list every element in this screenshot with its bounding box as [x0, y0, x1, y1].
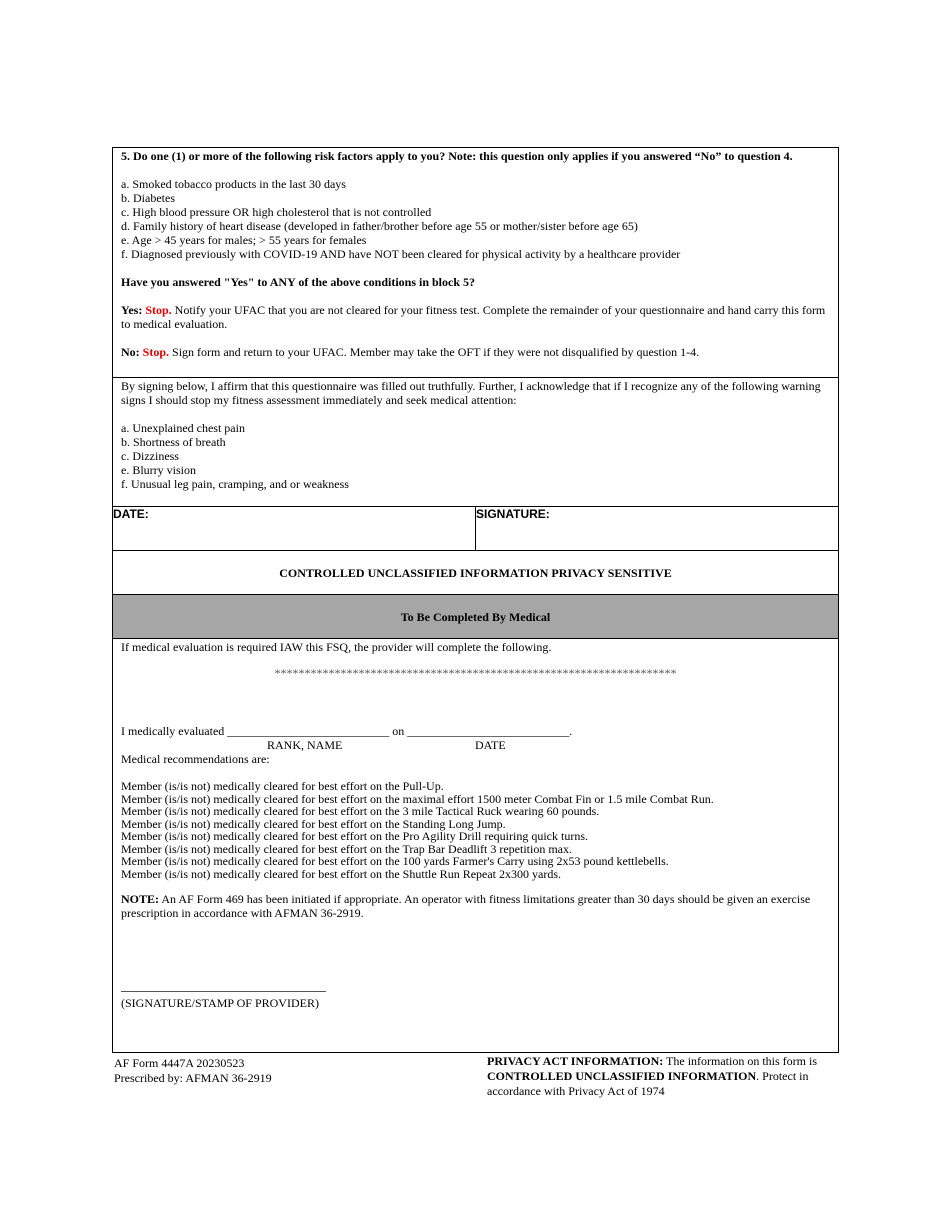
list-item: e. Blurry vision	[121, 463, 196, 477]
no-text: Sign form and return to your UFAC. Member may take the OFT if they were not disqualified by question 1-4.	[172, 345, 700, 359]
eval-date-label: DATE	[475, 738, 506, 752]
question-5-section	[113, 148, 838, 378]
privacy-act-notice	[487, 1054, 842, 1099]
note-text: An AF Form 469 has been initiated if appropriate. An operator with fitness limitations greater than 30 days should be given an exercise prescription in accordance with AFMAN 36-2919.	[121, 892, 811, 920]
recommendations-label: Medical recommendations are:	[121, 752, 270, 766]
provider-signature-line[interactable]	[121, 991, 326, 992]
list-item: Member (is/is not) medically cleared for best effort on the 3 mile Tactical Ruck wearing 60 pounds.	[121, 804, 600, 818]
list-item: b. Diabetes	[121, 191, 175, 205]
risk-factor-list	[121, 177, 830, 261]
signature-row	[113, 507, 838, 551]
question-5-title: 5. Do one (1) or more of the following risk factors apply to you? Note: this question only applies if you answered “No” to question 4.	[121, 149, 793, 163]
list-item: Member (is/is not) medically cleared for best effort on the 100 yards Farmer's Carry using 2x53 pound kettlebells.	[121, 854, 669, 868]
rank-name-label: RANK, NAME	[267, 738, 343, 752]
list-item: Member (is/is not) medically cleared for best effort on the Pull-Up.	[121, 779, 444, 793]
date-field[interactable]	[113, 507, 476, 550]
provider-signature-label: (SIGNATURE/STAMP OF PROVIDER)	[121, 996, 319, 1010]
yes-label: Yes:	[121, 303, 143, 317]
affirmation-text: By signing below, I affirm that this questionnaire was filled out truthfully. Further, I acknowledge that if I recognize any of the following warning signs I should stop my fitness assessment immediately and seek medical attention:	[121, 379, 821, 407]
no-label: No:	[121, 345, 140, 359]
list-item: Member (is/is not) medically cleared for best effort on the Shuttle Run Repeat 2x300 yards.	[121, 866, 561, 881]
medical-section	[113, 639, 838, 1052]
list-item: f. Diagnosed previously with COVID-19 AND have NOT been cleared for physical activity by a healthcare provider	[121, 247, 681, 261]
evaluation-line[interactable]: I medically evaluated ___________________________ on ___________________________.	[121, 724, 573, 738]
list-item: a. Unexplained chest pain	[121, 421, 245, 435]
date-label: DATE:	[113, 507, 149, 521]
medical-header: To Be Completed By Medical	[113, 595, 838, 639]
list-item: a. Smoked tobacco products in the last 30 days	[121, 177, 346, 191]
separator-stars: *******************************************************************	[274, 666, 677, 680]
medical-intro: If medical evaluation is required IAW this FSQ, the provider will complete the following.	[121, 640, 552, 654]
list-item: Member (is/is not) medically cleared for best effort on the Standing Long Jump.	[121, 816, 506, 831]
yes-stop: Stop.	[145, 303, 172, 317]
form-footer-left	[114, 1056, 272, 1086]
no-instruction	[121, 345, 830, 359]
privacy-label: PRIVACY ACT INFORMATION:	[487, 1054, 664, 1068]
fitness-questionnaire-form	[112, 147, 839, 1053]
no-stop: Stop.	[142, 345, 170, 359]
yes-text: Notify your UFAC that you are not cleared for your fitness test. Complete the remainder of your questionnaire and hand carry this form to medical evaluation.	[121, 303, 826, 331]
warning-signs-list	[121, 421, 830, 491]
evaluation-labels	[121, 738, 830, 752]
signature-field[interactable]	[476, 507, 838, 550]
privacy-text-1: The information on this form is	[666, 1054, 818, 1068]
prescribed-by: Prescribed by: AFMAN 36-2919	[114, 1071, 272, 1085]
list-item: Member (is/is not) medically cleared for best effort on the Trap Bar Deadlift 3 repetition max.	[121, 841, 572, 856]
note-label: NOTE:	[121, 892, 160, 906]
privacy-text-2: . Protect in accordance with Privacy Act of 1974	[487, 1069, 809, 1098]
list-item: e. Age > 45 years for males; > 55 years for females	[121, 233, 367, 247]
recommendations-list	[121, 780, 830, 880]
list-item: Member (is/is not) medically cleared for best effort on the Pro Agility Drill requiring quick turns.	[121, 829, 589, 843]
list-item: c. High blood pressure OR high cholesterol that is not controlled	[121, 205, 432, 219]
block-5-question: Have you answered "Yes" to ANY of the above conditions in block 5?	[121, 275, 476, 289]
list-item: c. Dizziness	[121, 449, 179, 463]
privacy-cui: CONTROLLED UNCLASSIFIED INFORMATION	[487, 1069, 757, 1083]
signature-label: SIGNATURE:	[476, 507, 550, 521]
affirmation-section	[113, 378, 838, 507]
cui-banner: CONTROLLED UNCLASSIFIED INFORMATION PRIVACY SENSITIVE	[113, 551, 838, 595]
yes-instruction	[121, 303, 830, 331]
medical-note	[121, 892, 830, 920]
list-item: f. Unusual leg pain, cramping, and or weakness	[121, 477, 349, 491]
list-item: Member (is/is not) medically cleared for best effort on the maximal effort 1500 meter Combat Fin or 1.5 mile Combat Run.	[121, 791, 714, 806]
form-id: AF Form 4447A 20230523	[114, 1056, 245, 1070]
list-item: d. Family history of heart disease (developed in father/brother before age 55 or mother/sister before age 65)	[121, 219, 638, 233]
list-item: b. Shortness of breath	[121, 435, 226, 449]
